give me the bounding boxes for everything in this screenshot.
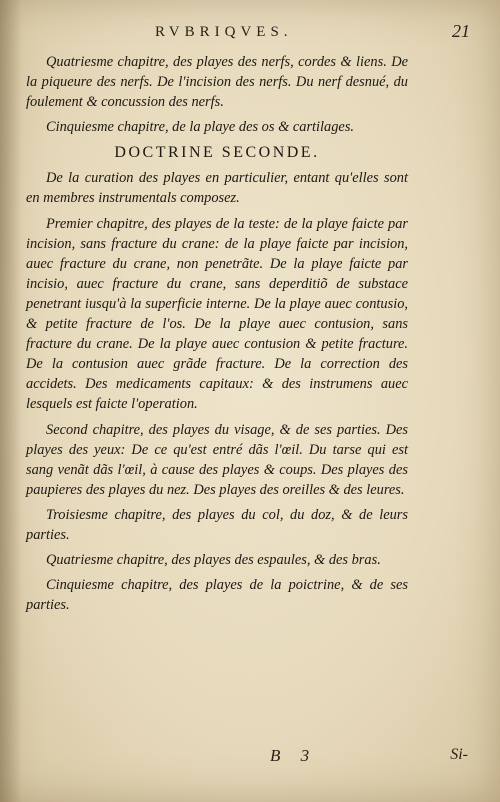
section-heading: DOCTRINE SECONDE. bbox=[114, 144, 320, 162]
section-intro: De la curation des playes en particulier, entant qu'elles sont en membres instrumentals composez. bbox=[26, 170, 408, 207]
page-gutter-shadow bbox=[0, 0, 22, 802]
chapter-entry: Premier chapitre, des playes de la teste: de la playe faicte par incision, sans fracture du crane: de la playe faicte par incision, auec fracture du crane, non penetrãte. De la playe faicte par incisio, auec fracture du crane, sans deperditiõ de substace penetrant iusqu'à la superficie interne. De la playe auec contusio, & petite fracture de l'os. De la playe auec contusion, sans fracture du crane. De la playe auec contusion & petite fracture. De la contusion auec grãde fracture. De la correction des accidets. Des medicaments capitaux: & des instrumens auec lesquels est faicte l'operation. bbox=[26, 215, 408, 413]
signature-mark: B 3 bbox=[270, 746, 318, 765]
paragraph: Quatriesme chapitre, des playes des nerfs, cordes & liens. De la piqueure des nerfs. De l'incision des nerfs. Du nerf desnué, du foulement & concussion des nerfs. bbox=[26, 54, 408, 111]
page-header bbox=[40, 18, 480, 46]
chapter-entry: Troisiesme chapitre, des playes du col, du doz, & de leurs parties. bbox=[26, 506, 408, 543]
catchword: Si- bbox=[450, 746, 468, 763]
page-footer bbox=[40, 744, 480, 774]
paragraph: Cinquiesme chapitre, de la playe des os & cartilages. bbox=[46, 119, 355, 136]
chapter-entry: Cinquiesme chapitre, des playes de la poictrine, & de ses parties. bbox=[26, 577, 408, 614]
page-number: 21 bbox=[452, 21, 470, 41]
chapter-entry: Quatriesme chapitre, des playes des espaules, & des bras. bbox=[46, 552, 381, 569]
chapter-entry: Second chapitre, des playes du visage, & de ses parties. Des playes des yeux: De ce qu'est entré dãs l'œil. Du tarse qui est sang venãt dãs l'œil, à cause des playes & coups. Des playes des paupieres des playes du nez. Des playes des oreilles & des leures. bbox=[26, 421, 408, 498]
page-body bbox=[26, 52, 408, 620]
running-title: RVBRIQVES. bbox=[155, 24, 293, 40]
